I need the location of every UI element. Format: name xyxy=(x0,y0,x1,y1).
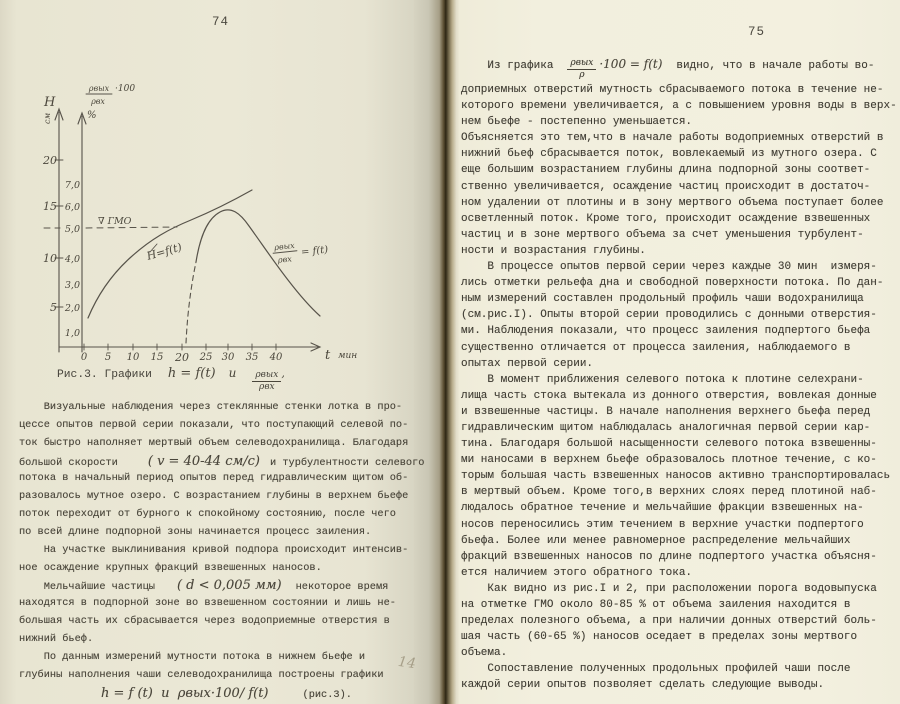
page-75-body xyxy=(461,56,897,694)
svg-text:3,0: 3,0 xyxy=(64,280,80,291)
text-line: Визуальные наблюдения через стеклянные стенки лотка в про- xyxy=(19,401,403,413)
curve1-label: H=f(t) xyxy=(145,240,184,263)
line-pre: Мельчайшие частицы xyxy=(19,581,155,594)
text-line-graph-formula xyxy=(19,685,419,703)
caption-prefix: Рис.3. Графики xyxy=(57,369,152,381)
text-line: ное осаждение крупных фракций взвешенных наносов. xyxy=(19,561,322,574)
caption-formula-1: h = f(t) xyxy=(167,366,216,381)
text-line: нижний бьеф сбрасывается поток, вовлекаемый из мутного озера. С xyxy=(461,148,877,161)
curve-rho-dashed xyxy=(186,262,196,343)
text-line: поток переходит от бурного к спокойному состоянию, после чего xyxy=(19,508,396,521)
text-line: доприемных отверстий мутность сбрасываемого потока в течение не- xyxy=(461,84,884,96)
text-line: еще большим возрастанием глубины длина подпорной зоны соответ- xyxy=(461,164,871,177)
line-pre: большой скорости xyxy=(19,456,118,469)
text-line: глубины наполнения чаши селеводохранилища построены графики xyxy=(19,668,384,681)
svg-text:15: 15 xyxy=(43,200,57,213)
text-line-diameter-formula xyxy=(19,577,419,595)
handwritten-mark: 14 xyxy=(396,653,417,673)
caption-conjunction: и xyxy=(228,366,237,380)
text-line: существенно отличается от процесса заиления, наблюдаемого в xyxy=(461,341,851,354)
svg-text:35: 35 xyxy=(245,352,259,363)
svg-text:= f(t): = f(t) xyxy=(300,244,329,259)
rho-fraction: $\frac{\text{ρвых}}{\rho}$ xyxy=(567,59,596,80)
text-line: шая часть (60-65 %) наносов оседает в пределах зоны мертвого xyxy=(461,631,858,644)
text-line: Сопоставление полученных продольных профилей чаши после xyxy=(461,663,851,676)
x-tick-labels xyxy=(81,351,283,364)
text-line: большая часть их сбрасывается через водоприемные отверстия в xyxy=(19,615,390,628)
text-line: ном удалении от плотины и в зону мертвого объема поступает более xyxy=(461,196,884,209)
curve2-label xyxy=(273,238,329,266)
graphs-formula: h = f (t) и ρвых·100/ f(t) xyxy=(101,685,269,701)
text-line: объема. xyxy=(461,647,508,660)
svg-text:1,0: 1,0 xyxy=(64,328,80,339)
text-line: нем бьефе - постепенно уменьшается. xyxy=(461,116,693,129)
figure-reference: (рис.3). xyxy=(302,688,352,701)
svg-text:5,0: 5,0 xyxy=(64,224,80,235)
x-axis-label-t: t xyxy=(325,348,331,363)
caption-tail: , xyxy=(281,367,285,380)
gmo-label: ∇ ГМО xyxy=(98,216,132,227)
text-line: ным измерений составлен продольный профиль чаши водохранилища xyxy=(461,293,864,306)
svg-text:20: 20 xyxy=(175,351,189,364)
pct-unit: % xyxy=(87,110,97,121)
text-line: гидравлическим щитом наблюдалась аналогичная первой серии кар- xyxy=(461,421,871,434)
text-line: которого времени увеличивается, а с повышением уровня воды в верх- xyxy=(461,100,897,113)
velocity-formula: ( v = 40-44 см/с) xyxy=(147,453,260,469)
svg-text:25: 25 xyxy=(199,352,213,363)
svg-text:5: 5 xyxy=(104,352,112,363)
svg-text:30: 30 xyxy=(221,352,235,363)
page-74-body xyxy=(19,399,425,702)
text-line: осветленный поток. Кроме того, происходит осаждение взвешенных xyxy=(461,212,871,225)
text-line-rho-formula xyxy=(461,56,897,82)
text-line: и взвешенные частицы. В начале наполнения верхнего бьефа перед xyxy=(461,405,871,418)
pct-tick-labels xyxy=(64,180,80,339)
text-line: цессе опытов первой серии показали, что поступающий селевой по- xyxy=(19,418,409,431)
text-line: людалось обратное течение и мельчайшие фракции взвешенных на- xyxy=(461,502,864,515)
svg-text:10: 10 xyxy=(126,352,140,363)
svg-text:7,0: 7,0 xyxy=(64,180,80,191)
text-line: ется наличием этого обратного тока. xyxy=(461,566,693,579)
text-line: лись отметки рельефа дна и свободной поверхности потока. По дан- xyxy=(461,277,884,290)
svg-text:0: 0 xyxy=(80,352,88,363)
text-line: торым большая часть взвешенных наносов активно транспортировалась xyxy=(461,470,891,483)
text-line: разовалось мутное озеро. С возрастанием глубины в верхнем бьефе xyxy=(19,490,409,503)
caption-fraction: $\frac{\text{ρвых}}{\text{ρвх}}$ xyxy=(252,371,281,392)
svg-text:ρвх: ρвх xyxy=(277,254,293,265)
svg-text:20: 20 xyxy=(43,154,57,167)
text-line: фракций взвешенных наносов по длине подпертого участка объясня- xyxy=(461,550,877,563)
diameter-formula: ( d < 0,005 мм) xyxy=(176,578,282,594)
text-line: лища часть стока вытекала из донного отверстия, вовлекая донные xyxy=(461,389,877,402)
line-pre: Из графика xyxy=(461,60,554,72)
text-line: по всей длине подпорной зоны начинается процесс заиления. xyxy=(19,525,372,538)
page-number-74: 74 xyxy=(212,15,230,29)
text-line: ми наносами в верхнем бьефе образовалось плотное течение, с ко- xyxy=(461,454,877,467)
text-line: опытах первой серии. xyxy=(461,357,594,370)
rho-multiplier: ·100 = f(t) xyxy=(599,57,663,71)
h-axis-unit: см xyxy=(43,112,52,124)
svg-text:2,0: 2,0 xyxy=(64,303,80,314)
text-line: ности и возрастания глубины. xyxy=(461,244,646,257)
text-line: потока в начальный период опытов перед гидравлическим щитом об- xyxy=(19,472,409,485)
line-post: некоторое время xyxy=(295,581,389,594)
pct-multiplier: ·100 xyxy=(115,84,136,94)
h-tick-labels xyxy=(42,154,57,314)
text-line: ственно увеличивается, осаждение частиц происходит в достаточ- xyxy=(461,180,871,193)
text-line: Как видно из рис.I и 2, при расположении порога водовыпуска xyxy=(461,582,877,595)
text-line: На участке выклинивания кривой подпора происходит интенсив- xyxy=(19,543,409,556)
svg-text:6,0: 6,0 xyxy=(64,202,80,213)
pct-frac-den: ρвх xyxy=(91,97,105,106)
figure-caption xyxy=(57,366,285,396)
text-line: Объясняется это тем,что в начале работы водоприемных отверстий в xyxy=(461,132,884,145)
svg-text:ρвых: ρвых xyxy=(273,240,296,253)
x-axis-label-unit: мин xyxy=(338,351,358,361)
text-line: тина. Благодаря большой насыщенности селевого потока взвешенны- xyxy=(461,438,877,451)
svg-text:40: 40 xyxy=(269,352,283,363)
text-line: (см.рис.I). Опыты второй серии проводились с донными отверстия- xyxy=(461,309,877,322)
text-line: пределах полезного объема, а при наличии донных отверстий боль- xyxy=(461,615,877,628)
page-number-75: 75 xyxy=(748,25,766,39)
svg-text:10: 10 xyxy=(43,252,57,265)
text-line: ми. Наблюдения показали, что процесс заиления подпертого бьефа xyxy=(461,325,871,338)
curve-rho-ft xyxy=(196,210,320,316)
text-line: нижний бьеф. xyxy=(19,632,94,645)
pct-frac-num: ρвых xyxy=(88,84,110,93)
svg-text:4,0: 4,0 xyxy=(64,254,80,265)
text-line: находятся в подпорной зоне во взвешенном состоянии и лишь не- xyxy=(19,597,396,610)
figure-3-chart xyxy=(0,70,450,410)
text-line: в мертвый объем. Кроме того,в верхних слоях перед плотиной наб- xyxy=(461,486,877,499)
line-post: и турбулентности селевого xyxy=(269,456,425,469)
text-line: бьефа. Более или менее равномерное распределение мельчайших xyxy=(461,534,851,547)
text-line: каждой серии опытов позволяет сделать следующие выводы. xyxy=(461,679,825,692)
text-line: По данным измерений мутности потока в нижнем бьефе и xyxy=(19,650,366,663)
h-axis-label: H xyxy=(44,95,56,110)
text-line: частиц и в зоне мертвого объема за счет уменьшения турбулент- xyxy=(461,228,864,241)
text-line: носов переносились этим течением в верхние участки подпертого xyxy=(461,518,864,531)
line-post: видно, что в начале работы во- xyxy=(676,60,875,72)
svg-text:15: 15 xyxy=(150,352,164,363)
text-line: ток быстро наполняет мертвый объем селеводохранилища. Благодаря xyxy=(19,436,409,449)
text-line-velocity-formula xyxy=(19,453,425,471)
text-line: на отметке ГМО около 80-85 % от объема заиления находится в xyxy=(461,599,851,611)
svg-text:5: 5 xyxy=(50,301,57,314)
text-line: В момент приближения селевого потока к плотине селехрани- xyxy=(461,373,864,386)
text-line: В процессе опытов первой серии через каждые 30 мин измеря- xyxy=(461,261,877,274)
